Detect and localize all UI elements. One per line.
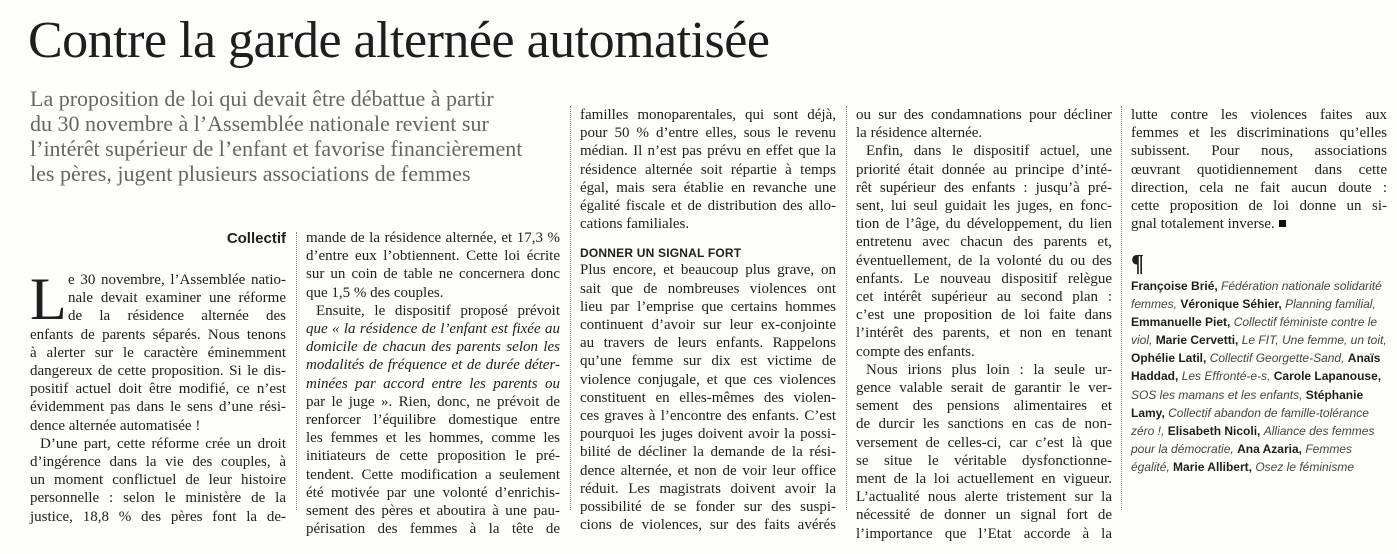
- text-line: ces graves à l’encontre des enfants. C’est: [580, 408, 836, 425]
- text-line: la résidence alternée.: [856, 125, 983, 142]
- text-line: ment de la loi actuellement en vigueur.: [856, 471, 1112, 488]
- column-3: [580, 106, 836, 534]
- text-line: lutte contre les violences faites aux: [1131, 107, 1387, 123]
- text-line: entretenu avec chacun des parents et,: [856, 234, 1112, 251]
- text-line-end: gnal totalement inverse.: [1131, 216, 1275, 233]
- section-subheading: DONNER UN SIGNAL FORT: [580, 246, 742, 261]
- text-line: Ensuite, le dispositif proposé prévoit: [316, 302, 560, 319]
- signatory-organization: Osez le féminisme: [1255, 459, 1355, 474]
- text-line: sait que de nombreuses violences ont: [580, 280, 836, 297]
- text-line: été motivée par une volonté d’enrichis-: [306, 484, 560, 501]
- text-line: minées par accord entre les parents ou: [306, 375, 560, 392]
- text-line: périsation des femmes à la tête de: [306, 521, 560, 538]
- text-line: c’est une proposition de loi faite dans: [856, 307, 1112, 324]
- text-line: priorité était donnée au principe d’inté-: [856, 161, 1112, 178]
- signatory-organization: Planning familial,: [1285, 297, 1376, 312]
- text-line: à alerter sur le caractère éminemment: [30, 344, 286, 361]
- text-line: gence valable serait de garantir le ver-: [856, 380, 1112, 397]
- signatory-organization: Alliance des femmes pour la démocratie,: [1131, 423, 1375, 456]
- signatory-organization: Les Effronté-e-s,: [1181, 369, 1271, 384]
- signatory-name: Marie Allibert,: [1173, 459, 1252, 474]
- text-line: par le juge ». Rien, donc, ne prévoit de: [306, 393, 560, 410]
- text-line: cations familiales.: [580, 216, 690, 233]
- column-rule: [296, 232, 297, 510]
- signatory-name: Ana Azaria,: [1237, 441, 1302, 456]
- column-1: [30, 266, 286, 526]
- text-line: d’ingérence dans la vie des couples, à: [30, 454, 286, 471]
- text-line: sur un coin de table ne concernera donc: [306, 266, 560, 283]
- signatory-name: Marie Cervetti,: [1155, 333, 1239, 348]
- standfirst-line: du 30 novembre à l’Assemblée nationale revient sur: [30, 111, 489, 136]
- text-line: domicile de chacun des parents selon les: [306, 339, 560, 356]
- text-line: Enfin, dans le dispositif actuel, une: [866, 143, 1112, 160]
- text-line: rêt supérieur des enfants : jusqu’à pré-: [856, 179, 1112, 196]
- signatory-name: Anaïs Haddad,: [1131, 351, 1381, 384]
- text-line: évidemment pas dans le sens d’une rési-: [30, 399, 286, 416]
- signatory-name: Emmanuelle Piet,: [1131, 315, 1231, 330]
- signatory-organization: Collectif féministe contre le viol,: [1131, 315, 1378, 348]
- text-line: sent, lui seul guidait les juges, en fonc-: [856, 198, 1112, 215]
- text-line: pourquoi les juges doivent avoir la possi-: [580, 426, 836, 443]
- signatory-organization: Fédération nationale solidarité femmes,: [1131, 279, 1382, 312]
- text-line: subissent. Pour nous, associations: [1131, 143, 1387, 160]
- text-line: Plus encore, et beaucoup plus grave, on: [580, 262, 836, 279]
- signatory-name: Carole Lapanouse,: [1273, 369, 1382, 384]
- text-line: familles monoparentales, qui sont déjà,: [580, 107, 836, 123]
- pilcrow-icon: ¶: [1131, 251, 1144, 277]
- text-line: cette proposition de loi donne un si-: [1131, 198, 1387, 215]
- text-line: enfants. Le nouveau dispositif relègue: [856, 270, 1112, 287]
- text-line: de la résidence alternée des: [68, 308, 286, 325]
- text-line: se situe le véritable dysfonctionne-: [856, 452, 1112, 469]
- text-line: cions de violences, sur des faits avérés: [580, 517, 836, 534]
- text-line: nale devait examiner une réforme: [68, 290, 286, 307]
- text-line: pour 50 % d’entre elles, sous le revenu: [580, 125, 836, 142]
- end-of-article-square-icon: [1279, 220, 1286, 227]
- column-2: [306, 229, 560, 538]
- signatory-name: Véronique Séhier,: [1180, 297, 1282, 312]
- text-line: [1131, 215, 1387, 233]
- text-line: possibilité de se fonder sur des suspi-: [580, 499, 836, 516]
- headline: Contre la garde alternée automatisée: [28, 12, 770, 69]
- column-rule: [1121, 106, 1122, 510]
- text-line: médian. Il n’est pas prévu en effet que la: [580, 143, 836, 160]
- text-line: sement des pères et aboutira à une pau-: [306, 503, 560, 520]
- text-line: personnelle : selon le ministère de la: [30, 490, 286, 507]
- text-line: que 1,5 % des couples.: [306, 284, 444, 301]
- text-line: lieu par l’emprise que certains hommes: [580, 298, 836, 315]
- column-rule: [570, 106, 571, 510]
- text-line: que « la résidence de l’enfant est fixée au: [306, 321, 560, 338]
- text-line: d’entre eux l’obtiennent. Cette loi écrite: [306, 248, 560, 265]
- signatory-organization: SOS les mamans et les enfants,: [1131, 387, 1303, 402]
- text-line: Nous irions plus loin : la seule ur-: [866, 361, 1112, 378]
- signatories: [1131, 277, 1387, 476]
- signatory-name: Ophélie Latil,: [1131, 351, 1207, 366]
- standfirst-line: l’intérêt supérieur de l’enfant et favorise financièrement: [30, 136, 523, 161]
- text-line: au travers de leurs enfants. Rappelons: [580, 335, 836, 352]
- text-line: nécessité de donner un signal fort de: [856, 507, 1112, 524]
- text-line: continuent d’avoir sur leur ex-conjointe: [580, 317, 836, 334]
- text-line: femmes et les discriminations qu’elles: [1131, 125, 1387, 142]
- text-line: résidence alternée soit répartie à temps: [580, 161, 836, 178]
- signatory-organization: Collectif Georgette-Sand,: [1209, 351, 1345, 366]
- text-line: renforcer l’équilibre domestique entre: [306, 412, 560, 429]
- signatory-name: Françoise Brié,: [1131, 279, 1218, 293]
- text-line: l’intérêt des parents, et non en tenant: [856, 325, 1112, 342]
- signatory-name: Stéphanie Lamy,: [1131, 387, 1364, 420]
- text-line: tion de l’âge, du développement, du lien: [856, 216, 1112, 233]
- text-line: e 30 novembre, l’Assemblée natio-: [68, 272, 286, 288]
- signatory-organization: Collectif abandon de famille-tolérance zéro !,: [1131, 405, 1369, 438]
- text-line: dence alternée, et non de voir leur office: [580, 462, 836, 479]
- text-line: l’importance que l’Etat accorde à la: [856, 525, 1112, 542]
- byline: Collectif: [226, 230, 286, 247]
- text-line: mande de la résidence alternée, et 17,3 %: [306, 230, 560, 246]
- signatory-name: Elisabeth Nicoli,: [1167, 423, 1261, 438]
- text-line: de durcir les sanctions en cas de non-: [856, 416, 1112, 433]
- text-line: L’actualité nous alerte tristement sur la: [856, 489, 1112, 506]
- text-line: D’une part, cette réforme crée un droit: [40, 435, 286, 452]
- standfirst: [30, 86, 570, 186]
- column-4: [856, 106, 1112, 543]
- text-line: justice, 18,8 % des pères font la de-: [30, 508, 286, 525]
- text-line: cet intérêt supérieur au second plan :: [856, 289, 1112, 306]
- text-line: sement des pensions alimentaires et: [856, 398, 1112, 415]
- standfirst-line: La proposition de loi qui devait être débattue à partir: [30, 86, 494, 111]
- signatory-organization: Femmes égalité,: [1131, 441, 1353, 474]
- drop-cap: L: [30, 266, 67, 332]
- text-line: tendent. Cette modification a seulement: [306, 466, 560, 483]
- text-line: modalités de fréquence et de durée déter-: [306, 357, 560, 374]
- text-line: enfants de parents séparés. Nous tenons: [30, 326, 286, 343]
- text-line: constituent en elles-mêmes des violen-: [580, 389, 836, 406]
- text-line: initiateurs de cette proposition le pré-: [306, 448, 560, 465]
- text-line: versement de celles-ci, car c’est là que: [856, 434, 1112, 451]
- text-line: compte des enfants.: [856, 343, 975, 360]
- standfirst-line: les pères, jugent plusieurs associations de femmes: [30, 161, 471, 186]
- text-line: réduit. Les magistrats doivent avoir la: [580, 480, 836, 497]
- signatory-organization: Le FIT, Une femme, un toit,: [1241, 333, 1387, 348]
- text-line: qu’une femme sur dix est victime de: [580, 353, 836, 370]
- column-rule: [846, 106, 847, 510]
- text-line: égalité fiscale et de distribution des allo-: [580, 198, 836, 215]
- text-line: bilité de décliner la demande de la rési-: [580, 444, 836, 461]
- text-line: positif actuel doit être modifié, ce n’est: [30, 381, 286, 398]
- text-line: ou sur des condamnations pour décliner: [856, 107, 1112, 123]
- column-5: [1131, 106, 1387, 233]
- text-line: égal, mais sera établie en revanche une: [580, 179, 836, 196]
- text-line: éventuellement, de la volonté du ou des: [856, 252, 1112, 269]
- text-line: dence alternée automatisée !: [30, 417, 201, 434]
- text-line: dangereux de cette proposition. Si le dis-: [30, 363, 286, 380]
- text-line: violence conjugale, et que ces violences: [580, 371, 836, 388]
- text-line: direction, cela ne fait aucun doute :: [1131, 179, 1387, 196]
- text-line: les femmes et les hommes, comme les: [306, 430, 560, 447]
- text-line: œuvrant quotidiennement dans cette: [1131, 161, 1387, 178]
- text-line: un moment conflictuel de leur histoire: [30, 472, 286, 489]
